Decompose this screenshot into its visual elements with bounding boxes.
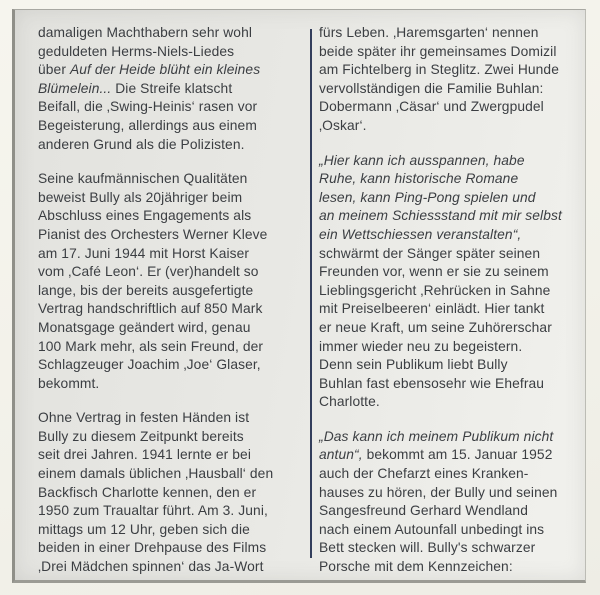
text-run: Ohne Vertrag in festen Händen ist	[38, 410, 250, 426]
text-line	[38, 61, 296, 80]
text-run: Begeisterung, allerdings aus einem	[38, 117, 257, 133]
text-line	[319, 428, 585, 447]
text-line	[319, 484, 585, 503]
text-line	[319, 170, 585, 189]
text-line	[38, 98, 296, 117]
booklet-page	[12, 9, 586, 583]
text-line	[319, 393, 585, 412]
paragraph	[319, 152, 585, 412]
text-line	[38, 80, 296, 99]
text-run: Bully zu diesem Zeitpunkt bereits	[38, 428, 244, 444]
text-run: bekommt.	[38, 375, 100, 391]
text-run: lange, bis der bereits ausgefertigte	[38, 282, 254, 298]
text-run: Schlagzeuger Joachim ‚Joe‘ Glaser,	[38, 357, 261, 373]
text-line	[38, 136, 296, 155]
text-run: am 17. Juni 1944 mit Horst Kaiser	[38, 245, 250, 261]
text-run: am Fichtelberg in Steglitz. Zwei Hunde	[319, 62, 559, 78]
text-run: schwärmt der Sänger später seinen	[319, 245, 541, 261]
italic-text-run: „Hier kann ich ausspannen, habe	[319, 152, 525, 168]
right-text-column	[319, 24, 585, 577]
text-line	[38, 356, 296, 375]
text-run: Bett stecken will. Bully's schwarzer	[319, 540, 536, 556]
text-line	[319, 263, 585, 282]
text-line	[38, 446, 296, 465]
text-run: fürs Leben. ‚Haremsgarten‘ nennen	[319, 25, 539, 40]
text-run: seit drei Jahren. 1941 lernte er bei	[38, 447, 251, 463]
text-run: mittags um 12 Uhr, geben sich die	[38, 521, 250, 537]
text-line	[38, 319, 296, 338]
text-run: vervollständigen die Familie Buhlan:	[319, 80, 544, 96]
text-run: bekommt am 15. Januar 1952	[362, 447, 553, 463]
text-run: er neue Kraft, um seine Zuhörerschar	[319, 319, 552, 335]
column-divider-rule	[310, 29, 312, 558]
italic-text-run: Blümelein...	[38, 80, 112, 96]
italic-text-run: antun“,	[319, 447, 363, 463]
text-run: Seine kaufmännischen Qualitäten	[38, 171, 248, 187]
text-line	[319, 521, 585, 540]
text-line	[319, 43, 585, 62]
text-line	[319, 207, 585, 226]
text-line	[38, 338, 296, 357]
text-line	[38, 300, 296, 319]
text-line	[319, 558, 585, 577]
text-run: beiden in einer Drehpause des Films	[38, 540, 267, 556]
text-line	[38, 170, 296, 189]
text-run: mit Preiselbeeren‘ einlädt. Hier tankt	[319, 301, 545, 317]
text-run: vom ‚Café Leon‘. Er (ver)handelt so	[38, 264, 259, 280]
text-line	[38, 24, 296, 43]
text-line	[38, 521, 296, 540]
text-line	[319, 98, 585, 117]
text-run: 1950 zum Traualtar führt. Am 3. Juni,	[38, 503, 268, 519]
paragraph	[319, 428, 585, 577]
text-line	[319, 152, 585, 171]
text-line	[38, 117, 296, 136]
text-line	[319, 189, 585, 208]
text-run: hauses zu hören, der Bully und seinen	[319, 484, 558, 500]
text-line	[38, 428, 296, 447]
text-run: über	[38, 62, 70, 78]
left-text-column	[38, 24, 296, 577]
text-run: beide später ihr gemeinsames Domizil	[319, 43, 557, 59]
text-run: beweist Bully als 20jähriger beim	[38, 189, 243, 205]
text-line	[38, 207, 296, 226]
italic-text-run: ein Wettschiessen veranstalten“,	[319, 226, 522, 242]
text-line	[319, 375, 585, 394]
text-line	[38, 539, 296, 558]
text-line	[38, 43, 296, 62]
text-run: Porsche mit dem Kennzeichen:	[319, 559, 513, 575]
text-run: Lieblingsgericht ‚Rehrücken in Sahne	[319, 282, 551, 298]
text-run: ‚Oskar‘.	[319, 117, 367, 133]
text-run: 100 Mark mehr, als sein Freund, der	[38, 338, 264, 354]
text-run: immer wieder neu zu begeistern.	[319, 338, 523, 354]
text-run: Buhlan fast ebensosehr wie Ehefrau	[319, 375, 545, 391]
text-run: auch der Chefarzt eines Kranken-	[319, 466, 529, 482]
text-line	[38, 245, 296, 264]
text-run: Monatsgage geändert wird, genau	[38, 319, 251, 335]
text-line	[319, 446, 585, 465]
text-line	[319, 117, 585, 136]
text-line	[319, 80, 585, 99]
text-line	[319, 465, 585, 484]
text-line	[38, 282, 296, 301]
italic-text-run: lesen, kann Ping-Pong spielen und	[319, 189, 536, 205]
text-run: Pianist des Orchesters Werner Kleve	[38, 226, 268, 242]
text-line	[319, 61, 585, 80]
text-line	[38, 263, 296, 282]
text-run: einem damals üblichen ‚Hausball‘ den	[38, 466, 274, 482]
text-line	[319, 226, 585, 245]
text-run: Dobermann ‚Cäsar‘ und Zwergpudel	[319, 99, 544, 115]
text-run: damaligen Machthabern sehr wohl	[38, 25, 253, 40]
italic-text-run: „Das kann ich meinem Publikum nicht	[319, 428, 554, 444]
text-line	[319, 338, 585, 357]
text-line	[319, 282, 585, 301]
text-line	[38, 189, 296, 208]
text-run: Backfisch Charlotte kennen, den er	[38, 484, 257, 500]
text-line	[38, 409, 296, 428]
text-run: Vertrag handschriftlich auf 850 Mark	[38, 301, 263, 317]
italic-text-run: Ruhe, kann historische Romane	[319, 171, 519, 187]
text-line	[319, 319, 585, 338]
text-run: Die Streife klatscht	[111, 80, 233, 96]
text-run: anderen Grund als die Polizisten.	[38, 136, 245, 152]
paragraph	[319, 24, 585, 136]
text-line	[319, 24, 585, 43]
text-run: Sangesfreund Gerhard Wendland	[319, 503, 528, 519]
text-line	[319, 245, 585, 264]
text-run: geduldeten Herms-Niels-Liedes	[38, 43, 235, 59]
italic-text-run: an meinem Schiessstand mit mir selbst	[319, 208, 562, 224]
text-line	[38, 558, 296, 577]
text-line	[319, 300, 585, 319]
text-line	[319, 356, 585, 375]
text-line	[38, 226, 296, 245]
text-run: Denn sein Publikum liebt Bully	[319, 357, 508, 373]
italic-text-run: Auf der Heide blüht ein kleines	[69, 62, 261, 78]
text-line	[38, 465, 296, 484]
paragraph	[38, 409, 296, 576]
text-line	[319, 502, 585, 521]
text-run: Beifall, die ‚Swing-Heinis‘ rasen vor	[38, 99, 258, 115]
text-line	[38, 375, 296, 394]
paragraph	[38, 24, 296, 154]
text-run: nach einem Autounfall unbedingt ins	[319, 521, 545, 537]
text-line	[38, 484, 296, 503]
text-run: Freunden vor, wenn er sie zu seinem	[319, 264, 549, 280]
text-run: ‚Drei Mädchen spinnen‘ das Ja-Wort	[38, 559, 264, 575]
paragraph	[38, 170, 296, 393]
text-run: Abschluss eines Engagements als	[38, 208, 252, 224]
text-line	[38, 502, 296, 521]
text-line	[319, 539, 585, 558]
text-run: Charlotte.	[319, 394, 380, 410]
